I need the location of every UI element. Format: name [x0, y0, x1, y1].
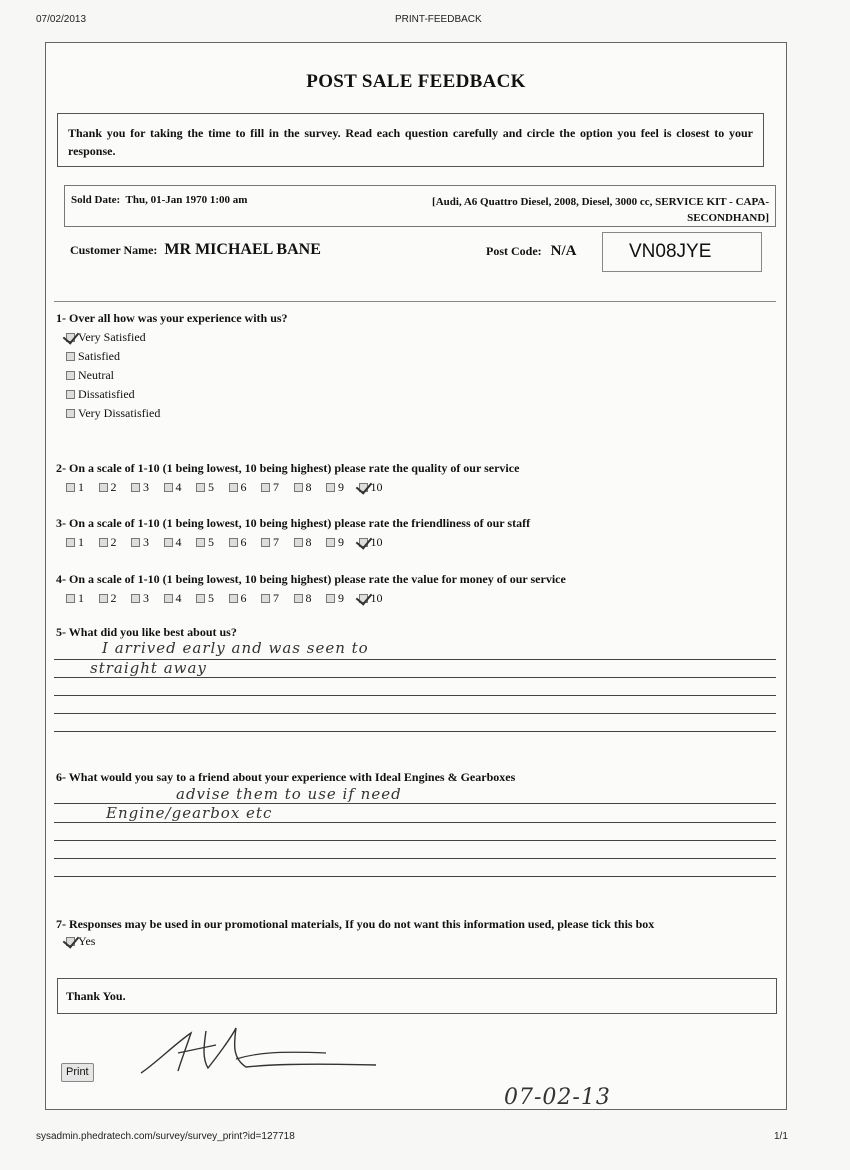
- scale-label: 8: [305, 535, 312, 549]
- answer-line: [54, 677, 776, 678]
- scale-label: 10: [370, 535, 383, 549]
- intro-box: Thank you for taking the time to fill in the survey. Read each question carefully and circle the option you feel is closest to your response.: [57, 113, 764, 167]
- scale-label: 6: [240, 535, 247, 549]
- option-label: Satisfied: [78, 349, 120, 363]
- scale-option-7[interactable]: [261, 589, 294, 608]
- checkbox[interactable]: [294, 538, 303, 547]
- scale-label: 7: [273, 480, 279, 494]
- option-neutral[interactable]: [66, 366, 160, 385]
- vehicle-line-1: [Audi, A6 Quattro Diesel, 2008, Diesel, 3000 cc, SERVICE KIT - CAPA-: [432, 196, 769, 208]
- scale-option-1[interactable]: [66, 589, 99, 608]
- scale-label: 10: [370, 480, 383, 494]
- scale-label: 5: [208, 480, 214, 494]
- scale-option-9[interactable]: [326, 589, 359, 608]
- page-title: POST SALE FEEDBACK: [306, 71, 526, 92]
- scale-option-2[interactable]: [99, 533, 132, 552]
- answer-line: [54, 840, 776, 841]
- scale-label: 1: [78, 591, 84, 605]
- option-very-satisfied[interactable]: [66, 328, 160, 347]
- print-footer-page: 1/1: [774, 1131, 788, 1142]
- question-2-scale: [66, 478, 391, 497]
- checkbox[interactable]: [66, 538, 75, 547]
- feedback-form: [45, 42, 787, 1110]
- answer-6-line-2: Engine/gearbox etc: [106, 804, 273, 822]
- answer-6-line-1: advise them to use if need: [176, 785, 402, 803]
- scale-option-3[interactable]: [131, 589, 164, 608]
- option-label: Yes: [78, 934, 96, 948]
- signature-image: [136, 1023, 376, 1083]
- checkbox[interactable]: [229, 594, 238, 603]
- answer-line: [54, 876, 776, 877]
- scale-option-4[interactable]: [164, 589, 197, 608]
- scale-label: 7: [273, 591, 279, 605]
- checkbox[interactable]: [99, 538, 108, 547]
- registration-box: VN08JYE: [602, 232, 762, 272]
- question-7-options: [66, 932, 95, 951]
- customer-name-value: MR MICHAEL BANE: [164, 241, 321, 258]
- checkbox[interactable]: [66, 409, 75, 418]
- checkbox-checked[interactable]: [359, 483, 368, 492]
- scale-label: 4: [175, 535, 182, 549]
- scale-label: 3: [143, 535, 149, 549]
- scale-option-7[interactable]: [261, 478, 294, 497]
- checkbox[interactable]: [326, 538, 335, 547]
- scale-label: 2: [110, 535, 117, 549]
- post-code: [486, 243, 577, 260]
- signed-date: 07-02-13: [504, 1085, 611, 1110]
- option-dissatisfied[interactable]: [66, 385, 160, 404]
- checkbox[interactable]: [261, 594, 270, 603]
- scale-label: 5: [208, 591, 214, 605]
- scale-label: 9: [338, 591, 344, 605]
- scale-option-5[interactable]: [196, 533, 229, 552]
- answer-5-line-2: straight away: [90, 659, 207, 677]
- customer-name: [70, 241, 321, 259]
- checkbox[interactable]: [229, 483, 238, 492]
- scale-label: 2: [110, 480, 117, 494]
- scale-label: 3: [143, 591, 149, 605]
- checkbox[interactable]: [164, 594, 173, 603]
- question-1-options: [66, 328, 160, 423]
- option-label: Very Dissatisfied: [78, 406, 161, 420]
- checkbox-checked[interactable]: [359, 538, 368, 547]
- post-code-value: N/A: [550, 243, 577, 259]
- print-footer-url: sysadmin.phedratech.com/survey/survey_print?id=127718: [36, 1131, 295, 1142]
- post-code-label: Post Code:: [486, 244, 542, 258]
- answer-line: [54, 731, 776, 732]
- checkbox[interactable]: [131, 483, 140, 492]
- scale-option-2[interactable]: [99, 478, 132, 497]
- answer-line: [54, 858, 776, 859]
- checkbox[interactable]: [131, 538, 140, 547]
- question-3: 3- On a scale of 1-10 (1 being lowest, 10 being highest) please rate the friendliness of our staff: [56, 516, 531, 530]
- question-5: 5- What did you like best about us?: [56, 625, 237, 639]
- checkbox[interactable]: [99, 594, 108, 603]
- scale-label: 2: [110, 591, 117, 605]
- question-7: 7- Responses may be used in our promotional materials, If you do not want this information used, please tick this box: [56, 917, 655, 931]
- scale-label: 1: [78, 480, 84, 494]
- checkbox[interactable]: [99, 483, 108, 492]
- checkbox[interactable]: [326, 594, 335, 603]
- checkbox[interactable]: [261, 483, 270, 492]
- scale-option-8[interactable]: [294, 533, 327, 552]
- checkbox[interactable]: [66, 594, 75, 603]
- print-button[interactable]: Print: [61, 1063, 94, 1082]
- question-1: 1- Over all how was your experience with us?: [56, 311, 288, 325]
- option-very-dissatisfied[interactable]: [66, 404, 160, 423]
- checkbox-checked[interactable]: [66, 333, 75, 342]
- checkbox[interactable]: [164, 483, 173, 492]
- print-header-date: 07/02/2013: [36, 14, 87, 25]
- vehicle-line-2: SECONDHAND]: [687, 212, 769, 224]
- checkbox[interactable]: [131, 594, 140, 603]
- print-header-title: PRINT-FEEDBACK: [395, 14, 482, 25]
- scale-option-4[interactable]: [164, 478, 197, 497]
- checkbox[interactable]: [294, 483, 303, 492]
- checkbox[interactable]: [196, 594, 205, 603]
- scale-label: 4: [175, 480, 182, 494]
- scale-label: 1: [78, 535, 84, 549]
- scale-label: 3: [143, 480, 149, 494]
- option-label: Neutral: [78, 368, 114, 382]
- question-2: 2- On a scale of 1-10 (1 being lowest, 10 being highest) please rate the quality of our service: [56, 461, 520, 475]
- question-3-scale: [66, 533, 391, 552]
- checkbox[interactable]: [196, 483, 205, 492]
- scale-option-6[interactable]: [229, 478, 262, 497]
- scale-label: 7: [273, 535, 279, 549]
- scale-option-10[interactable]: [359, 589, 392, 608]
- scale-option-6[interactable]: [229, 533, 262, 552]
- option-label: Very Satisfied: [78, 330, 146, 344]
- scale-option-3[interactable]: [131, 533, 164, 552]
- scale-option-1[interactable]: [66, 478, 99, 497]
- checkbox[interactable]: [66, 352, 75, 361]
- option-satisfied[interactable]: [66, 347, 160, 366]
- scale-label: 9: [338, 535, 344, 549]
- scale-option-9[interactable]: [326, 533, 359, 552]
- checkbox-checked[interactable]: [359, 594, 368, 603]
- scale-option-6[interactable]: [229, 589, 262, 608]
- question-4-scale: [66, 589, 391, 608]
- scale-option-3[interactable]: [131, 478, 164, 497]
- scale-label: 8: [305, 480, 312, 494]
- scale-label: 6: [240, 591, 247, 605]
- checkbox[interactable]: [326, 483, 335, 492]
- sold-date: [71, 194, 247, 206]
- scale-option-10[interactable]: [359, 533, 392, 552]
- checkbox[interactable]: [196, 538, 205, 547]
- scale-option-5[interactable]: [196, 478, 229, 497]
- checkbox[interactable]: [229, 538, 238, 547]
- option-label: Dissatisfied: [78, 387, 135, 401]
- scale-label: 9: [338, 480, 344, 494]
- vehicle-details: [369, 194, 769, 226]
- answer-line: [54, 695, 776, 696]
- scale-option-10[interactable]: [359, 478, 392, 497]
- scale-option-8[interactable]: [294, 478, 327, 497]
- checkbox[interactable]: [164, 538, 173, 547]
- scale-label: 5: [208, 535, 214, 549]
- divider: [54, 301, 776, 302]
- scale-option-9[interactable]: [326, 478, 359, 497]
- checkbox-checked[interactable]: [66, 937, 75, 946]
- scale-option-7[interactable]: [261, 533, 294, 552]
- checkbox[interactable]: [66, 483, 75, 492]
- scale-label: 8: [305, 591, 312, 605]
- sold-date-value: Thu, 01-Jan 1970 1:00 am: [125, 194, 248, 206]
- checkbox[interactable]: [294, 594, 303, 603]
- checkbox[interactable]: [66, 371, 75, 380]
- scale-label: 10: [370, 591, 383, 605]
- question-6: 6- What would you say to a friend about your experience with Ideal Engines & Gearboxes: [56, 770, 516, 784]
- question-4: 4- On a scale of 1-10 (1 being lowest, 10 being highest) please rate the value for money of our service: [56, 572, 566, 586]
- scale-option-2[interactable]: [99, 589, 132, 608]
- scale-option-4[interactable]: [164, 533, 197, 552]
- thank-you-box: Thank You.: [57, 978, 777, 1014]
- scale-option-5[interactable]: [196, 589, 229, 608]
- answer-5-line-1: I arrived early and was seen to: [102, 639, 369, 657]
- scale-label: 6: [240, 480, 247, 494]
- sold-date-label: Sold Date:: [71, 194, 121, 206]
- answer-line: [54, 822, 776, 823]
- scale-option-1[interactable]: [66, 533, 99, 552]
- checkbox[interactable]: [66, 390, 75, 399]
- scale-option-8[interactable]: [294, 589, 327, 608]
- answer-line: [54, 713, 776, 714]
- customer-name-label: Customer Name:: [70, 243, 158, 257]
- option-yes[interactable]: [66, 932, 95, 951]
- checkbox[interactable]: [261, 538, 270, 547]
- sale-info-box: [64, 185, 776, 227]
- scale-label: 4: [175, 591, 182, 605]
